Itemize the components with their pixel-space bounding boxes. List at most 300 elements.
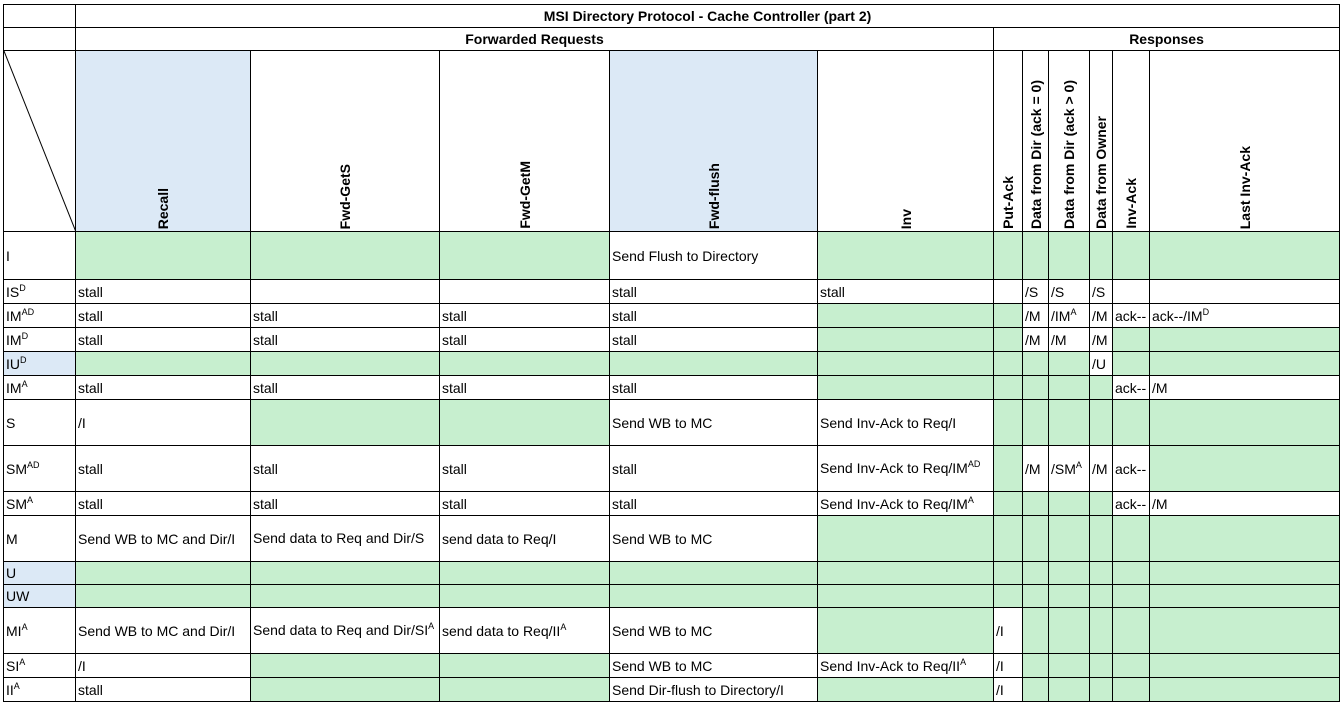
table-cell <box>1113 492 1150 516</box>
table-cell <box>1113 352 1150 376</box>
cell-superscript: AD <box>967 459 981 469</box>
table-cell <box>1150 446 1340 492</box>
table-cell <box>994 654 1023 678</box>
column-header-label: Inv <box>897 208 914 229</box>
table-cell <box>440 562 610 585</box>
cell-superscript: D <box>1202 306 1210 317</box>
table-row <box>4 654 1340 678</box>
table-cell <box>610 328 818 352</box>
table-cell <box>440 400 610 446</box>
table-cell <box>251 304 440 328</box>
column-header-label: Fwd-flush <box>705 162 722 229</box>
table-cell <box>994 352 1023 376</box>
table-cell <box>1150 516 1340 562</box>
table-cell <box>251 400 440 446</box>
table-cell <box>76 280 251 304</box>
column-header <box>994 51 1023 232</box>
cell-superscript: A <box>967 494 974 505</box>
cell-text: stall <box>78 331 103 348</box>
table-row <box>4 585 1340 608</box>
table-cell <box>1023 654 1049 678</box>
table-cell <box>1113 562 1150 585</box>
column-header <box>76 51 251 232</box>
cell-text: Send WB to MC <box>612 530 713 547</box>
table-cell <box>994 328 1023 352</box>
table-cell <box>1023 585 1049 608</box>
table-cell <box>440 352 610 376</box>
cell-text: stall <box>820 283 845 300</box>
table-cell <box>1150 352 1340 376</box>
table-cell <box>818 678 994 702</box>
table-cell <box>610 400 818 446</box>
table-cell <box>251 376 440 400</box>
state-name: S <box>6 414 16 431</box>
table-cell <box>1023 232 1049 280</box>
table-row <box>4 492 1340 516</box>
table-cell <box>1023 376 1049 400</box>
cell-text: Send Inv-Ack to Req/IM <box>820 495 968 512</box>
table-cell <box>251 328 440 352</box>
state-superscript: A <box>19 656 26 667</box>
table-cell <box>76 585 251 608</box>
table-cell <box>1150 232 1340 280</box>
table-cell <box>818 585 994 608</box>
table-cell <box>818 376 994 400</box>
table-cell <box>251 352 440 376</box>
cell-text: ack--/IM <box>1152 307 1203 324</box>
column-header <box>1113 51 1150 232</box>
table-cell <box>994 492 1023 516</box>
table-cell <box>440 446 610 492</box>
table-cell <box>610 304 818 328</box>
table-cell <box>1023 400 1049 446</box>
cell-superscript: A <box>1075 459 1082 470</box>
cell-text: Send Inv-Ack to Req/IM <box>820 460 968 476</box>
table-cell <box>1023 304 1049 328</box>
cell-text: /S <box>1025 283 1039 300</box>
table-cell <box>76 352 251 376</box>
table-cell <box>1023 328 1049 352</box>
table-cell <box>1150 400 1340 446</box>
diagonal-corner <box>4 51 76 232</box>
table-cell <box>994 400 1023 446</box>
table-cell <box>610 376 818 400</box>
state-cell <box>4 328 76 352</box>
state-name: IM <box>6 307 22 324</box>
column-header-label: Last Inv-Ack <box>1236 145 1253 229</box>
table-cell <box>1090 232 1113 280</box>
table-cell <box>1090 608 1113 654</box>
column-header <box>1090 51 1113 232</box>
cell-text: stall <box>78 307 103 324</box>
state-name: IS <box>6 283 20 300</box>
state-cell <box>4 400 76 446</box>
table-cell <box>76 446 251 492</box>
table-cell <box>1113 232 1150 280</box>
table-cell <box>1150 585 1340 608</box>
column-header <box>1023 51 1049 232</box>
table-cell <box>251 678 440 702</box>
table-cell <box>1049 376 1090 400</box>
table-cell <box>1049 280 1090 304</box>
table-title: MSI Directory Protocol - Cache Controller (part 2) <box>76 5 1340 28</box>
cell-text: stall <box>442 379 467 396</box>
column-header <box>440 51 610 232</box>
state-cell <box>4 608 76 654</box>
table-cell <box>1150 678 1340 702</box>
table-cell <box>818 400 994 446</box>
table-cell <box>1023 678 1049 702</box>
table-row <box>4 280 1340 304</box>
table-cell <box>818 328 994 352</box>
table-cell <box>1150 376 1340 400</box>
state-name: II <box>6 681 14 698</box>
table-cell <box>1113 678 1150 702</box>
cell-text: stall <box>253 460 278 477</box>
state-cell <box>4 304 76 328</box>
table-cell <box>440 492 610 516</box>
cell-text: stall <box>442 460 467 477</box>
cell-superscript: A <box>1070 306 1077 317</box>
cell-text: Send WB to MC <box>612 657 713 674</box>
table-cell <box>1150 280 1340 304</box>
cell-text: /M <box>1092 307 1108 324</box>
cell-superscript: A <box>560 621 567 632</box>
corner-top <box>4 5 76 28</box>
state-name: UW <box>6 588 30 604</box>
table-cell <box>251 516 440 562</box>
state-cell <box>4 585 76 608</box>
table-cell <box>1090 446 1113 492</box>
table-row <box>4 328 1340 352</box>
table-cell <box>76 654 251 678</box>
group-row <box>4 28 1340 51</box>
state-name: I <box>6 247 10 264</box>
state-cell <box>4 232 76 280</box>
table-cell <box>76 678 251 702</box>
column-header <box>1150 51 1340 232</box>
cell-text: stall <box>612 460 637 477</box>
state-name: IU <box>6 355 20 372</box>
table-cell <box>1113 585 1150 608</box>
cell-text: /IM <box>1051 307 1071 324</box>
table-cell <box>610 280 818 304</box>
table-row <box>4 352 1340 376</box>
column-header-label: Put-Ack <box>1000 176 1016 229</box>
cell-text: Send data to Req and Dir/SI <box>253 622 429 638</box>
table-cell <box>610 516 818 562</box>
cell-text: Send Dir-flush to Directory/I <box>612 681 784 698</box>
cell-text: stall <box>78 495 103 512</box>
table-cell <box>818 608 994 654</box>
column-header-label: Fwd-GetM <box>516 161 533 229</box>
state-superscript: A <box>13 680 20 691</box>
table-cell <box>818 446 994 492</box>
table-cell <box>1049 446 1090 492</box>
table-cell <box>818 492 994 516</box>
table-cell <box>610 352 818 376</box>
table-cell <box>1113 654 1150 678</box>
table-cell <box>994 232 1023 280</box>
column-header <box>1049 51 1090 232</box>
cell-text: stall <box>442 307 467 324</box>
table-cell <box>1150 304 1340 328</box>
table-cell <box>994 585 1023 608</box>
cell-text: stall <box>612 331 637 348</box>
table-cell <box>440 232 610 280</box>
table-cell <box>1090 492 1113 516</box>
group-forwarded-requests: Forwarded Requests <box>76 28 994 51</box>
diagonal-line <box>4 51 76 232</box>
cell-text: /M <box>1051 331 1067 348</box>
table-cell <box>994 446 1023 492</box>
table-cell <box>440 585 610 608</box>
protocol-table <box>3 4 1340 702</box>
table-cell <box>1150 654 1340 678</box>
table-row <box>4 304 1340 328</box>
state-name: M <box>6 530 18 547</box>
cell-text: stall <box>78 681 103 698</box>
table-cell <box>818 232 994 280</box>
table-cell <box>994 678 1023 702</box>
cell-text: stall <box>442 495 467 512</box>
table-cell <box>818 654 994 678</box>
table-cell <box>1113 376 1150 400</box>
cell-text: stall <box>612 379 637 396</box>
cell-text: Send WB to MC and Dir/I <box>78 530 236 547</box>
table-cell <box>1113 446 1150 492</box>
cell-text: ack-- <box>1115 307 1147 324</box>
table-cell <box>76 608 251 654</box>
cell-text: Send Inv-Ack to Req/II <box>820 657 961 674</box>
table-cell <box>1113 400 1150 446</box>
table-cell <box>1113 516 1150 562</box>
cell-text: stall <box>442 331 467 348</box>
table-cell <box>440 328 610 352</box>
cell-text: stall <box>253 379 278 396</box>
cell-text: /S <box>1092 283 1106 300</box>
table-row <box>4 608 1340 654</box>
state-name: MI <box>6 622 22 639</box>
cell-text: /I <box>996 657 1004 674</box>
table-cell <box>1023 446 1049 492</box>
table-cell <box>1150 608 1340 654</box>
column-header-label: Inv-Ack <box>1123 178 1139 229</box>
table-cell <box>1049 608 1090 654</box>
table-cell <box>1090 280 1113 304</box>
table-cell <box>251 608 440 654</box>
table-cell <box>610 654 818 678</box>
cell-text: Send WB to MC <box>612 414 713 431</box>
state-name: SM <box>6 460 27 477</box>
cell-text: stall <box>78 283 103 300</box>
cell-text: /S <box>1051 283 1065 300</box>
table-cell <box>440 678 610 702</box>
column-header-label: Fwd-GetS <box>337 163 353 229</box>
table-cell <box>1023 280 1049 304</box>
table-cell <box>251 585 440 608</box>
cell-text: /SM <box>1051 460 1076 477</box>
table-cell <box>1023 492 1049 516</box>
table-cell <box>1090 328 1113 352</box>
table-cell <box>76 376 251 400</box>
table-cell <box>818 352 994 376</box>
table-cell <box>1049 516 1090 562</box>
corner-mid <box>4 28 76 51</box>
cell-text: ack-- <box>1115 495 1147 512</box>
cell-text: /M <box>1152 495 1168 512</box>
table-cell <box>1090 352 1113 376</box>
table-row <box>4 516 1340 562</box>
table-cell <box>994 608 1023 654</box>
table-cell <box>440 516 610 562</box>
table-cell <box>76 492 251 516</box>
table-cell <box>610 678 818 702</box>
cell-text: /M <box>1025 307 1041 324</box>
title-row <box>4 5 1340 28</box>
cell-text: stall <box>253 331 278 348</box>
table-cell <box>1023 516 1049 562</box>
state-superscript: D <box>20 354 27 365</box>
cell-text: Send WB to MC and Dir/I <box>78 622 236 639</box>
table-cell <box>1090 585 1113 608</box>
table-cell <box>1090 654 1113 678</box>
table-cell <box>76 304 251 328</box>
table-row <box>4 562 1340 585</box>
state-superscript: A <box>21 621 28 632</box>
table-cell <box>1049 678 1090 702</box>
table-cell <box>1049 400 1090 446</box>
state-cell <box>4 280 76 304</box>
cell-text: /I <box>78 657 86 674</box>
state-cell <box>4 492 76 516</box>
cell-text: /M <box>1152 379 1168 396</box>
cell-text: /M <box>1025 460 1041 477</box>
cell-text: stall <box>612 495 637 512</box>
cell-text: send data to Req/I <box>442 530 557 547</box>
state-cell <box>4 562 76 585</box>
table-cell <box>76 232 251 280</box>
cell-text: send data to Req/II <box>442 622 561 639</box>
table-cell <box>1150 562 1340 585</box>
column-header-label: Data from Owner <box>1093 116 1109 229</box>
state-cell <box>4 352 76 376</box>
table-cell <box>818 280 994 304</box>
cell-text: stall <box>78 379 103 396</box>
table-cell <box>1090 400 1113 446</box>
table-cell <box>994 562 1023 585</box>
state-superscript: D <box>21 330 29 341</box>
cell-text: stall <box>253 307 278 324</box>
table-row <box>4 400 1340 446</box>
table-cell <box>1023 608 1049 654</box>
state-superscript: D <box>19 282 26 293</box>
state-superscript: A <box>27 494 34 505</box>
cell-text: stall <box>612 307 637 324</box>
table-cell <box>610 608 818 654</box>
table-cell <box>251 654 440 678</box>
table-cell <box>1049 562 1090 585</box>
cell-text: /M <box>1092 331 1108 348</box>
table-cell <box>1049 232 1090 280</box>
table-cell <box>1049 492 1090 516</box>
cell-text: /U <box>1092 355 1106 372</box>
table-cell <box>610 585 818 608</box>
state-cell <box>4 516 76 562</box>
state-cell <box>4 678 76 702</box>
table-cell <box>251 492 440 516</box>
table-cell <box>1049 328 1090 352</box>
table-cell <box>251 232 440 280</box>
table-cell <box>251 562 440 585</box>
table-row <box>4 446 1340 492</box>
column-header <box>818 51 994 232</box>
cell-text: /I <box>996 681 1004 698</box>
table-cell <box>610 232 818 280</box>
cell-superscript: A <box>960 656 967 667</box>
table-cell <box>1023 352 1049 376</box>
table-cell <box>440 376 610 400</box>
table-cell <box>610 562 818 585</box>
state-cell <box>4 446 76 492</box>
table-cell <box>1150 328 1340 352</box>
cell-text: Send Inv-Ack to Req/I <box>820 414 957 431</box>
table-cell <box>1049 585 1090 608</box>
state-superscript: AD <box>27 459 40 470</box>
cell-text: ack-- <box>1115 460 1147 477</box>
column-header-label: Recall <box>155 187 171 229</box>
cell-superscript: A <box>428 621 435 631</box>
group-responses: Responses <box>994 28 1340 51</box>
table-cell <box>1049 304 1090 328</box>
cell-text: Send Flush to Directory <box>612 247 759 264</box>
state-name: IM <box>6 331 22 348</box>
cell-text: /M <box>1092 460 1108 477</box>
table-cell <box>76 328 251 352</box>
state-name: IM <box>6 379 22 396</box>
table-cell <box>1090 376 1113 400</box>
state-cell <box>4 654 76 678</box>
table-cell <box>610 446 818 492</box>
table-cell <box>818 516 994 562</box>
state-cell <box>4 376 76 400</box>
cell-text: /M <box>1025 331 1041 348</box>
table-cell <box>440 654 610 678</box>
cell-text: /I <box>78 414 86 431</box>
column-header-label: Data from Dir (ack > 0) <box>1061 80 1077 229</box>
column-header-label: Data from Dir (ack = 0) <box>1027 80 1044 229</box>
cell-text: Send data to Req and Dir/S <box>253 530 425 546</box>
table-cell <box>76 562 251 585</box>
column-header <box>610 51 818 232</box>
cell-text: stall <box>612 283 637 300</box>
table-cell <box>610 492 818 516</box>
table-cell <box>1049 654 1090 678</box>
table-cell <box>1049 352 1090 376</box>
table-cell <box>1113 304 1150 328</box>
table-cell <box>1090 304 1113 328</box>
table-cell <box>1090 562 1113 585</box>
cell-text: ack-- <box>1115 379 1147 396</box>
table-cell <box>994 304 1023 328</box>
cell-text: stall <box>78 460 103 477</box>
table-cell <box>1150 492 1340 516</box>
table-cell <box>818 562 994 585</box>
column-header <box>251 51 440 232</box>
state-name: SI <box>6 657 20 674</box>
table-cell <box>1090 678 1113 702</box>
state-name: U <box>6 565 17 581</box>
